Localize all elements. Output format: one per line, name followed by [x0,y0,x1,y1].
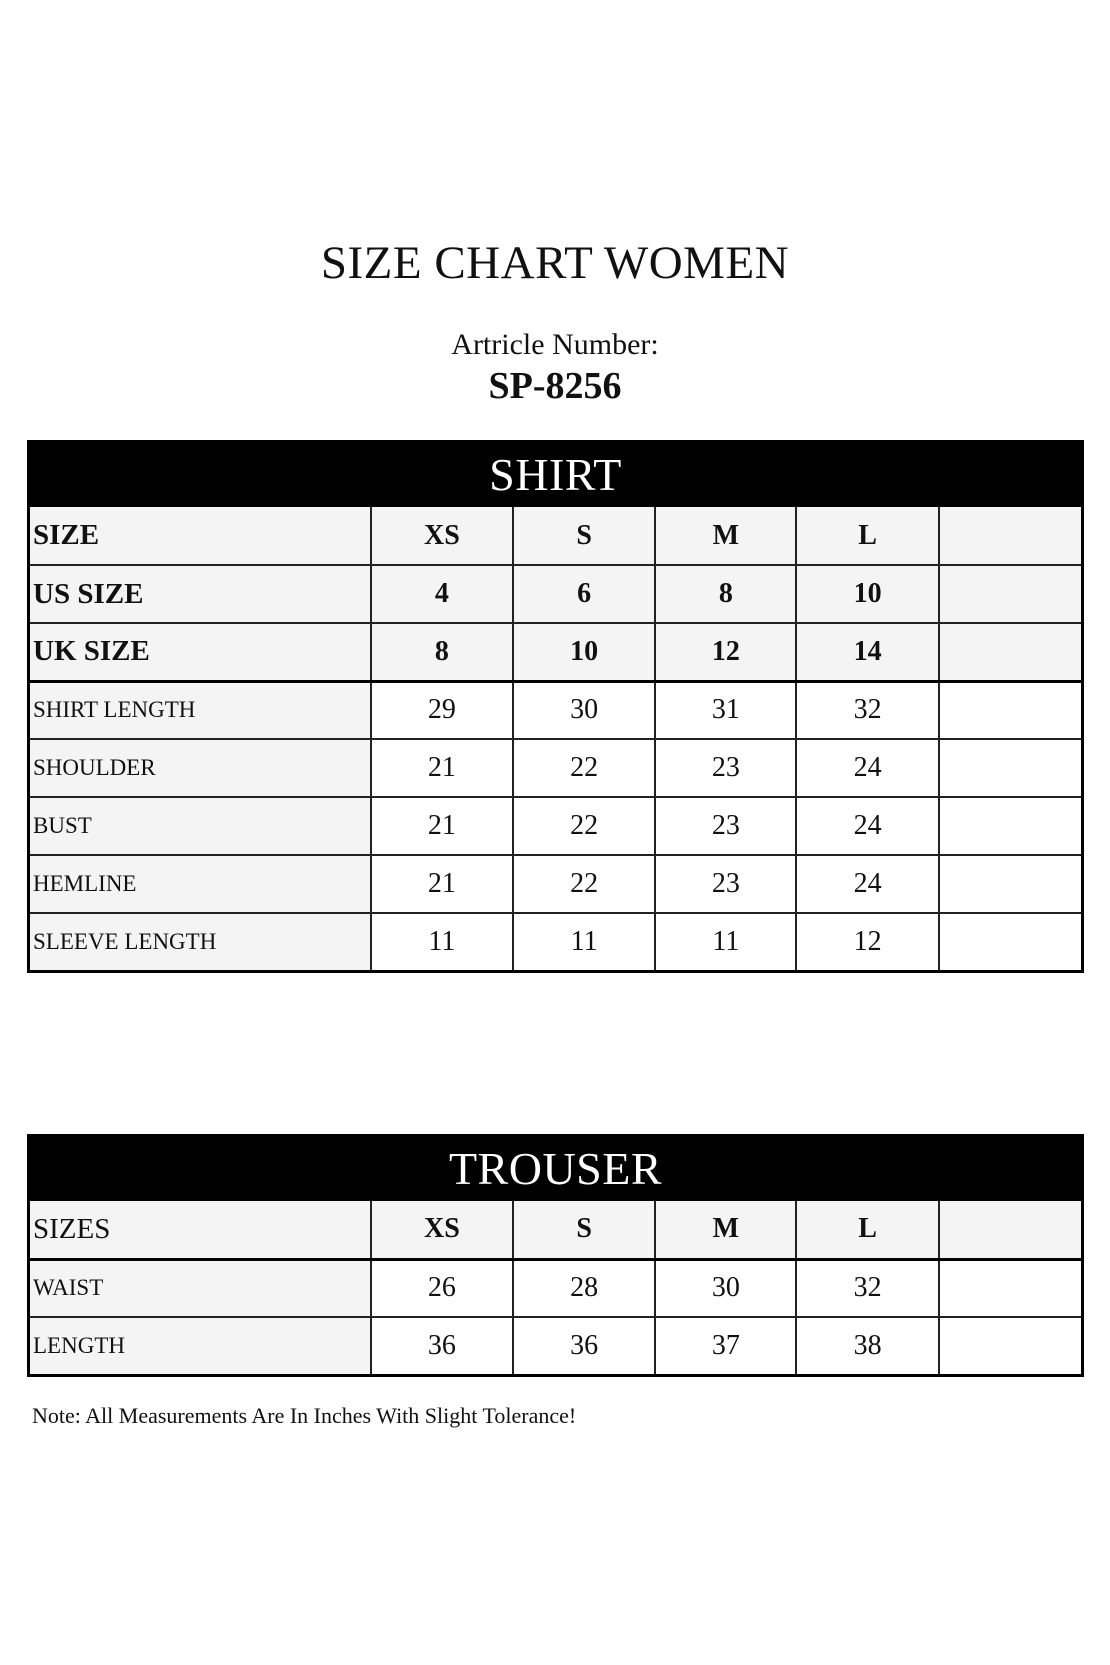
table-cell: 23 [655,855,796,913]
shirt-table [30,507,1081,973]
row-label: WAIST [30,1259,371,1317]
table-cell: 37 [655,1317,796,1375]
table-cell: 36 [371,1317,513,1375]
row-label: SHIRT LENGTH [30,681,371,739]
table-cell: 21 [371,739,513,797]
table-cell: 38 [796,1317,938,1375]
table-cell: 21 [371,855,513,913]
row-label: US SIZE [30,565,371,623]
table-cell: 4 [371,565,513,623]
table-cell [939,797,1081,855]
table-cell: 30 [513,681,655,739]
table-cell [939,681,1081,739]
shirt-sleeve-length-row [30,913,1081,971]
table-cell: 32 [796,1259,938,1317]
measurement-note: Note: All Measurements Are In Inches With Slight Tolerance! [32,1403,577,1428]
article-number: SP-8256 [488,365,622,407]
page-title: SIZE CHART WOMEN [320,237,790,289]
shirt-size-table [27,440,1084,973]
table-cell [939,623,1081,681]
shirt-size-l: L [796,507,938,565]
table-cell: 8 [655,565,796,623]
trouser-table [30,1201,1081,1377]
article-number-label: Artricle Number: [451,328,659,361]
trouser-size-l: L [796,1201,938,1259]
trouser-size-table [27,1134,1084,1377]
table-cell: 11 [655,913,796,971]
trouser-size-row [30,1201,1081,1259]
table-cell: 11 [371,913,513,971]
table-cell [939,855,1081,913]
table-cell: 24 [796,739,938,797]
table-cell: 10 [513,623,655,681]
table-cell: 31 [655,681,796,739]
trouser-size-label: SIZES [30,1201,371,1259]
table-cell: 22 [513,855,655,913]
shirt-length-row [30,681,1081,739]
table-cell: 22 [513,739,655,797]
table-cell: 32 [796,681,938,739]
shirt-uk-size-row [30,623,1081,681]
shirt-shoulder-row [30,739,1081,797]
trouser-length-row [30,1317,1081,1375]
shirt-size-s: S [513,507,655,565]
row-label: SHOULDER [30,739,371,797]
table-cell: 14 [796,623,938,681]
shirt-us-size-row [30,565,1081,623]
table-cell [939,565,1081,623]
shirt-size-xs: XS [371,507,513,565]
row-label: SLEEVE LENGTH [30,913,371,971]
table-cell: 23 [655,739,796,797]
table-cell: 22 [513,797,655,855]
trouser-size-blank [939,1201,1081,1259]
table-cell: 6 [513,565,655,623]
shirt-size-row [30,507,1081,565]
trouser-waist-row [30,1259,1081,1317]
table-cell: 10 [796,565,938,623]
table-cell: 30 [655,1259,796,1317]
table-cell: 24 [796,797,938,855]
table-cell: 29 [371,681,513,739]
table-cell: 28 [513,1259,655,1317]
table-cell [939,1317,1081,1375]
shirt-size-m: M [655,507,796,565]
shirt-hemline-row [30,855,1081,913]
shirt-size-label: SIZE [30,507,371,565]
table-cell [939,739,1081,797]
row-label: BUST [30,797,371,855]
row-label: LENGTH [30,1317,371,1375]
trouser-table-header: TROUSER [30,1137,1081,1201]
shirt-size-blank [939,507,1081,565]
table-cell: 11 [513,913,655,971]
table-cell: 12 [796,913,938,971]
trouser-size-xs: XS [371,1201,513,1259]
trouser-size-m: M [655,1201,796,1259]
table-cell: 12 [655,623,796,681]
table-cell [939,1259,1081,1317]
row-label: HEMLINE [30,855,371,913]
table-cell: 23 [655,797,796,855]
table-cell: 36 [513,1317,655,1375]
row-label: UK SIZE [30,623,371,681]
table-cell: 24 [796,855,938,913]
trouser-size-s: S [513,1201,655,1259]
shirt-table-header: SHIRT [30,443,1081,507]
shirt-bust-row [30,797,1081,855]
table-cell: 21 [371,797,513,855]
table-cell [939,913,1081,971]
table-cell: 26 [371,1259,513,1317]
table-cell: 8 [371,623,513,681]
